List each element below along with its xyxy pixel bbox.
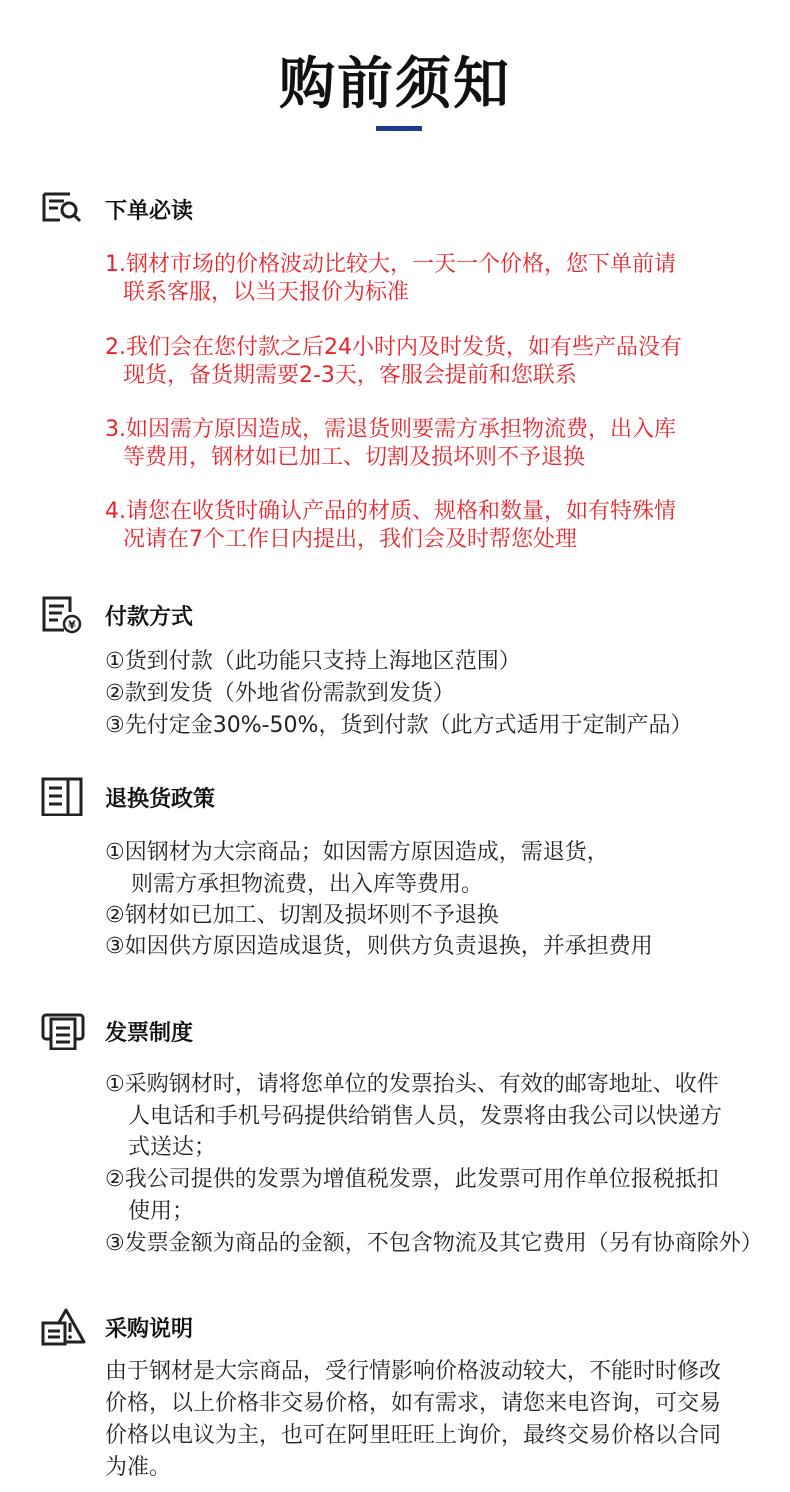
invoice-icon: [40, 1010, 86, 1050]
returns-item-1: ①因钢材为大宗商品；如因需方原因造成，需退货，: [105, 840, 609, 865]
order-item-3-line-2: 等费用，钢材如已加工、切割及损坏则不予退换: [123, 445, 586, 470]
order-item-1-line-2: 联系客服，以当天报价为标准: [123, 280, 410, 305]
order-item-4-line-1: 4.请您在收货时确认产品的材质、规格和数量，如有特殊情: [105, 499, 676, 524]
order-item-4-line-2: 况请在7个工作日内提出，我们会及时帮您处理: [123, 527, 577, 552]
section-order-title: 下单必读: [105, 199, 194, 224]
purchase-line-4: 为准。: [105, 1455, 172, 1480]
order-item-2-line-2: 现货，备货期需要2-3天，客服会提前和您联系: [123, 363, 577, 388]
purchase-line-1: 由于钢材是大宗商品，受行情影响价格波动较大，不能时时修改: [105, 1359, 722, 1384]
page-title: 购前须知: [279, 52, 511, 117]
returns-item-3: ③如因供方原因造成退货，则供方负责退换，并承担费用: [105, 934, 653, 959]
payment-item-1: ①货到付款（此功能只支持上海地区范围）: [105, 649, 521, 674]
title-underline: [376, 126, 422, 131]
purchase-line-2: 价格，以上价格非交易价格，如有需求，请您来电咨询，可交易: [105, 1391, 722, 1416]
invoice-item-3: ③发票金额为商品的金额，不包含物流及其它费用（另有协商除外）: [105, 1231, 763, 1256]
section-purchase-title: 采购说明: [105, 1317, 194, 1342]
order-item-3-line-1: 3.如因需方原因造成，需退货则要需方承担物流费，出入库: [105, 417, 676, 442]
svg-text:¥: ¥: [68, 618, 76, 632]
payment-item-2: ②款到发货（外地省份需款到发货）: [105, 681, 455, 706]
invoice-item-1-line-1: ①采购钢材时，请将您单位的发票抬头、有效的邮寄地址、收件: [105, 1072, 719, 1097]
invoice-item-1-line-2: 人电话和手机号码提供给销售人员，发票将由我公司以快递方: [128, 1104, 723, 1129]
warning-document-icon: [40, 1306, 86, 1346]
yen-document-icon: [40, 594, 86, 634]
document-lines-icon: [40, 776, 86, 816]
section-payment-title: 付款方式: [105, 605, 194, 630]
returns-item-1-cont: 则需方承担物流费，出入库等费用。: [131, 872, 484, 897]
payment-item-3: ③先付定金30%-50%，货到付款（此方式适用于定制产品）: [105, 713, 693, 738]
invoice-item-1-line-3: 式送达；: [128, 1135, 217, 1160]
order-item-1-line-1: 1.钢材市场的价格波动比较大，一天一个价格，您下单前请: [105, 252, 676, 277]
search-document-icon: [40, 188, 86, 228]
purchase-line-3: 价格以电议为主，也可在阿里旺旺上询价，最终交易价格以合同: [105, 1423, 722, 1448]
invoice-item-2-line-2: 使用；: [128, 1199, 195, 1224]
invoice-item-2-line-1: ②我公司提供的发票为增值税发票，此发票可用作单位报税抵扣: [105, 1167, 719, 1192]
section-returns-title: 退换货政策: [105, 787, 216, 812]
returns-item-2: ②钢材如已加工、切割及损坏则不予退换: [105, 903, 499, 928]
section-invoice-title: 发票制度: [105, 1021, 194, 1046]
order-item-2-line-1: 2.我们会在您付款之后24小时内及时发货，如有些产品没有: [105, 335, 682, 360]
